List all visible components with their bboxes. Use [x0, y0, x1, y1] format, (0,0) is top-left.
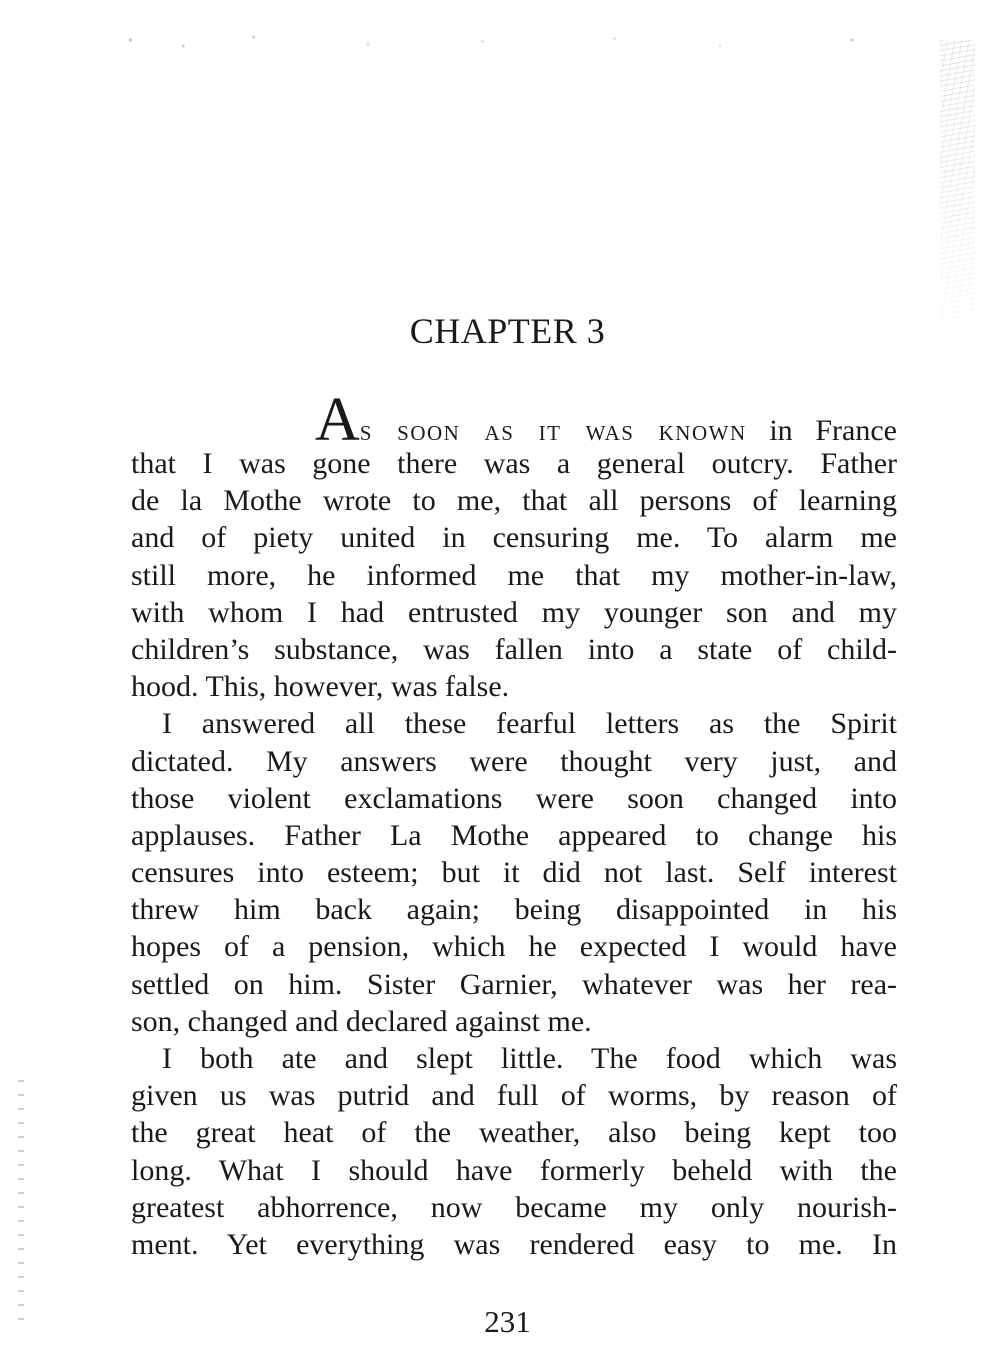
text-line: dictated. My answers were thought very just, and: [131, 744, 897, 778]
paragraph-first-line: I answered all these fearful letters as the Spirit: [162, 707, 897, 741]
text-line: applauses. Father La Mothe appeared to change his: [131, 818, 897, 852]
text-line: censures into esteem; but it did not last. Self interest: [131, 856, 897, 890]
text-line: son, changed and declared against me.: [131, 1004, 592, 1038]
paragraph-first-line: I both ate and slept little. The food which was: [162, 1042, 897, 1075]
text-line: and of piety united in censuring me. To alarm me: [131, 521, 897, 555]
opening-line: [131, 386, 897, 454]
text-line: with whom I had entrusted my younger son and my: [131, 595, 897, 629]
text-line: those violent exclamations were soon changed into: [131, 781, 897, 815]
opening-small-caps: s soon as it was known: [359, 414, 747, 447]
text-line: ment. Yet everything was rendered easy to me. In: [131, 1227, 897, 1261]
text-line: the great heat of the weather, also being kept too: [131, 1116, 897, 1150]
text-line: still more, he informed me that my mother-in-law,: [131, 558, 897, 592]
opening-rest: in France: [746, 414, 897, 447]
text-line: de la Mothe wrote to me, that all persons of learning: [131, 484, 897, 518]
text-line: hopes of a pension, which he expected I would have: [131, 930, 897, 964]
scan-noise-top: [60, 28, 940, 58]
scan-noise-left-edge: [18, 1080, 24, 1320]
text-line: given us was putrid and full of worms, by reason of: [131, 1079, 897, 1113]
chapter-title: CHAPTER 3: [409, 311, 606, 351]
text-line: long. What I should have formerly beheld with the: [131, 1153, 897, 1187]
text-line: that I was gone there was a general outcry. Father: [131, 447, 897, 480]
body-text: [131, 387, 897, 1263]
text-line: hood. This, however, was false.: [131, 670, 510, 704]
text-line: children’s substance, was fallen into a state of child-: [131, 632, 897, 666]
text-line: settled on him. Sister Garnier, whatever was her rea-: [131, 967, 897, 1001]
text-line: threw him back again; being disappointed in his: [131, 893, 897, 927]
page-number: 231: [484, 1304, 531, 1339]
drop-cap: A: [315, 386, 360, 454]
text-line: greatest abhorrence, now became my only nourish-: [131, 1190, 897, 1224]
